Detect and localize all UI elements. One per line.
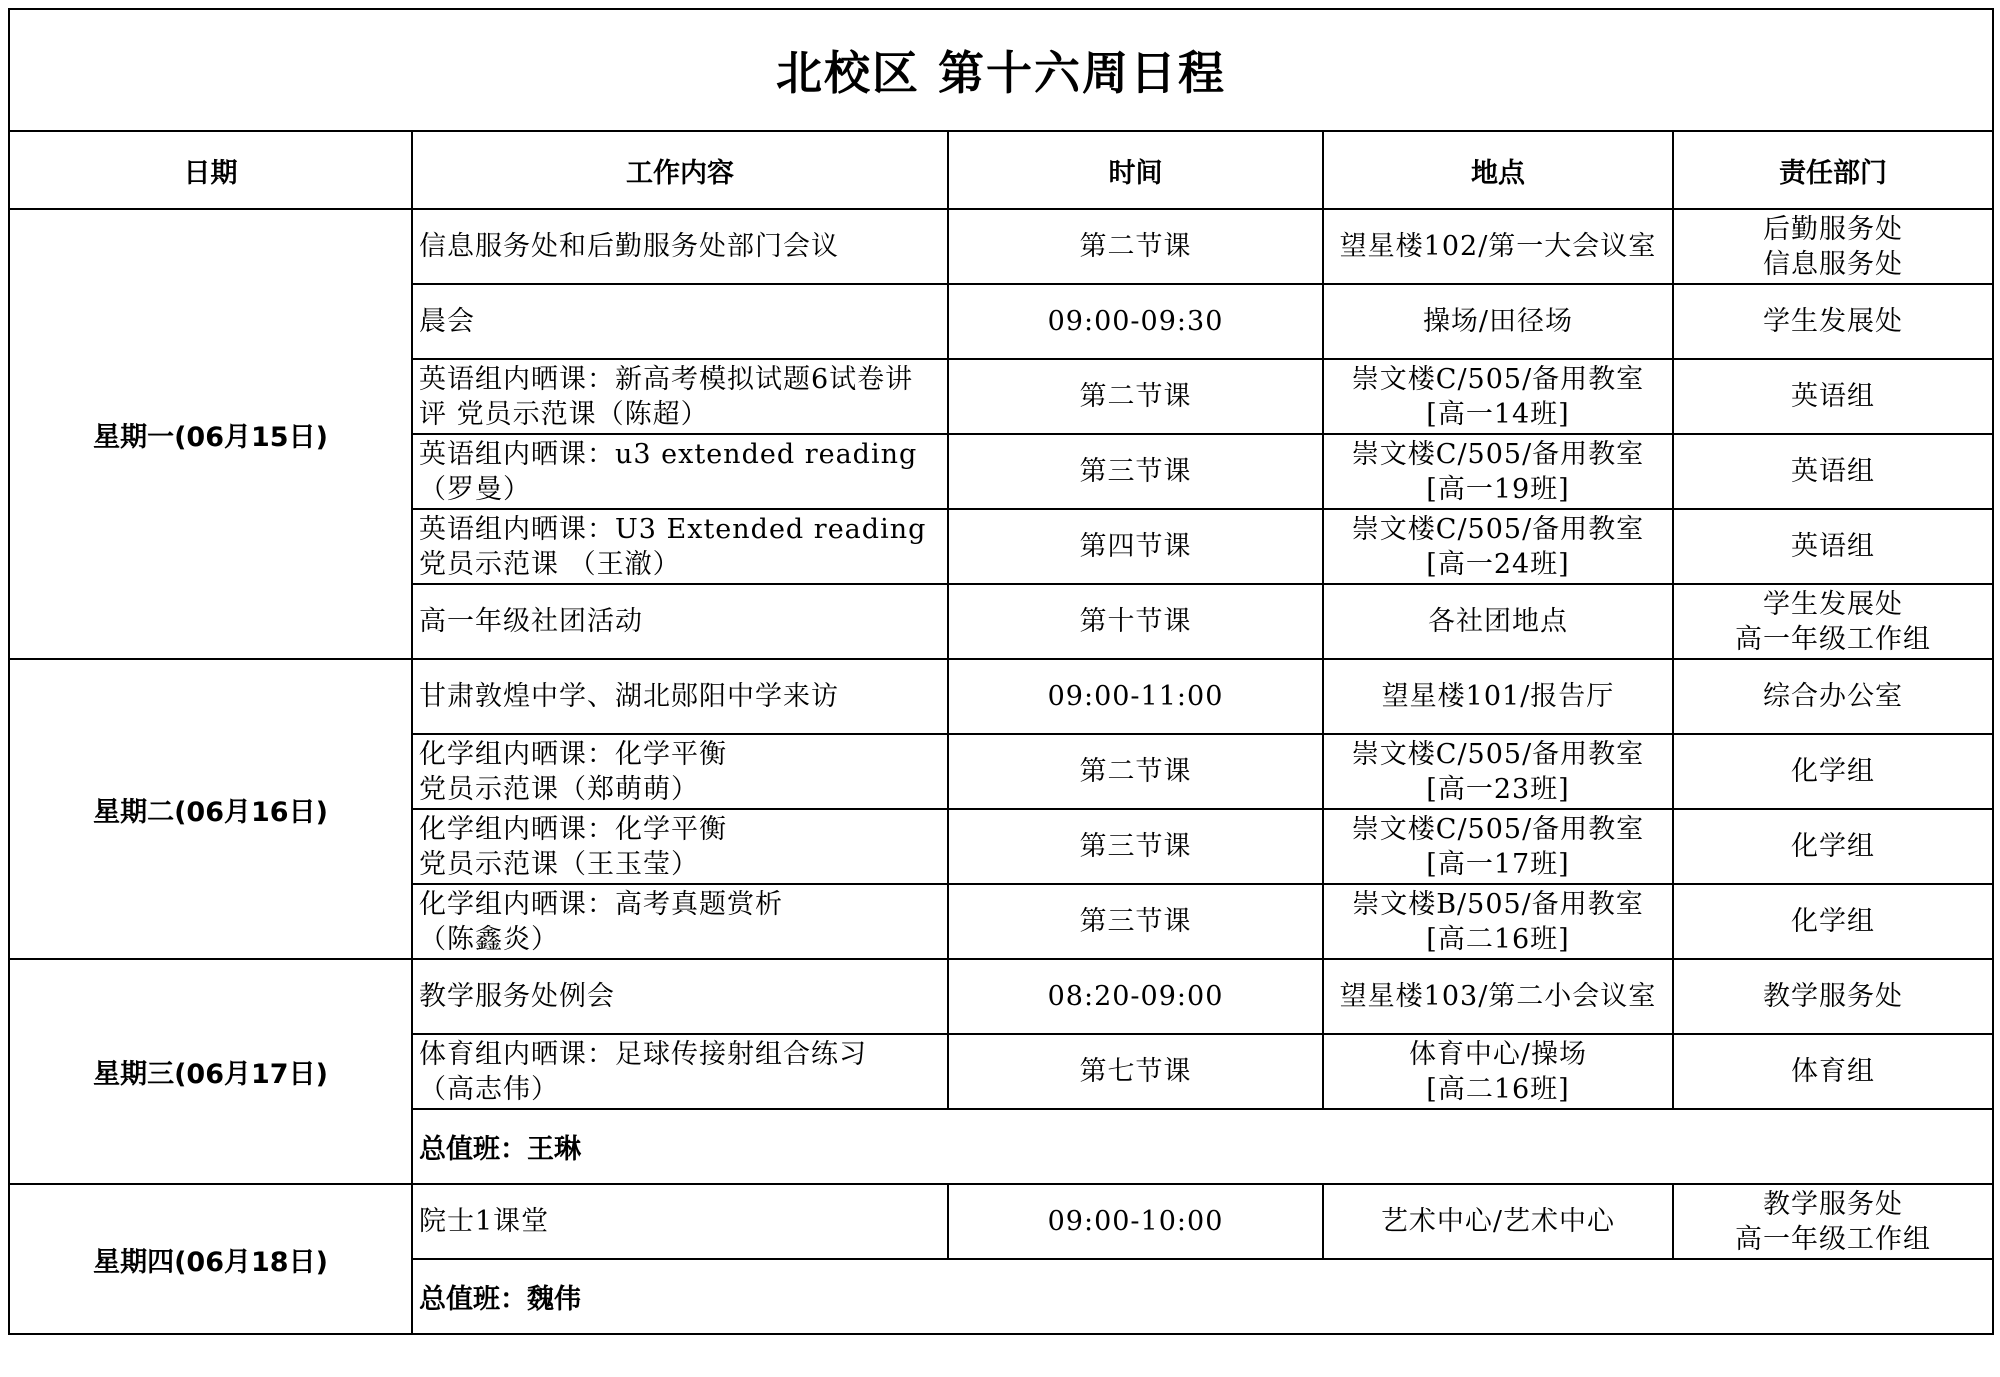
event-department: 后勤服务处 信息服务处: [1673, 209, 1993, 284]
event-location: 崇文楼C/505/备用教室 [高一19班]: [1323, 434, 1673, 509]
event-content: 英语组内晒课：u3 extended reading （罗曼）: [412, 434, 948, 509]
event-location: 望星楼103/第二小会议室: [1323, 959, 1673, 1034]
event-time: 第三节课: [948, 434, 1323, 509]
duty-officer: 总值班：魏伟: [412, 1259, 1993, 1334]
header-content: 工作内容: [412, 131, 948, 209]
event-department: 学生发展处 高一年级工作组: [1673, 584, 1993, 659]
event-location: 操场/田径场: [1323, 284, 1673, 359]
event-department: 英语组: [1673, 434, 1993, 509]
event-location: 崇文楼C/505/备用教室 [高一23班]: [1323, 734, 1673, 809]
event-content: 化学组内晒课：化学平衡 党员示范课（王玉莹）: [412, 809, 948, 884]
event-time: 08:20-09:00: [948, 959, 1323, 1034]
event-department: 英语组: [1673, 509, 1993, 584]
event-time: 第七节课: [948, 1034, 1323, 1109]
event-content: 英语组内晒课：新高考模拟试题6试卷讲 评 党员示范课（陈超）: [412, 359, 948, 434]
event-location: 望星楼101/报告厅: [1323, 659, 1673, 734]
header-date: 日期: [9, 131, 412, 209]
event-content: 甘肃敦煌中学、湖北郧阳中学来访: [412, 659, 948, 734]
day-label-wednesday: 星期三(06月17日): [9, 959, 412, 1184]
event-content: 高一年级社团活动: [412, 584, 948, 659]
event-content: 英语组内晒课：U3 Extended reading 党员示范课 （王澈）: [412, 509, 948, 584]
title-row: [9, 9, 1993, 131]
event-location: 望星楼102/第一大会议室: [1323, 209, 1673, 284]
event-time: 09:00-09:30: [948, 284, 1323, 359]
event-location: 崇文楼B/505/备用教室 [高二16班]: [1323, 884, 1673, 959]
table-row: [9, 209, 1993, 284]
event-department: 体育组: [1673, 1034, 1993, 1109]
event-content: 化学组内晒课：化学平衡 党员示范课（郑萌萌）: [412, 734, 948, 809]
event-content: 教学服务处例会: [412, 959, 948, 1034]
event-time: 第二节课: [948, 209, 1323, 284]
event-time: 第十节课: [948, 584, 1323, 659]
table-row: [9, 959, 1993, 1034]
event-department: 化学组: [1673, 809, 1993, 884]
event-content: 晨会: [412, 284, 948, 359]
page-title: 北校区 第十六周日程: [9, 9, 1993, 131]
event-time: 09:00-10:00: [948, 1184, 1323, 1259]
table-row: [9, 659, 1993, 734]
event-department: 教学服务处: [1673, 959, 1993, 1034]
event-location: 崇文楼C/505/备用教室 [高一24班]: [1323, 509, 1673, 584]
event-time: 第三节课: [948, 809, 1323, 884]
event-time: 09:00-11:00: [948, 659, 1323, 734]
event-location: 艺术中心/艺术中心: [1323, 1184, 1673, 1259]
schedule-table: [8, 8, 1994, 1335]
event-department: 学生发展处: [1673, 284, 1993, 359]
event-content: 信息服务处和后勤服务处部门会议: [412, 209, 948, 284]
duty-officer: 总值班：王琳: [412, 1109, 1993, 1184]
event-location: 崇文楼C/505/备用教室 [高一14班]: [1323, 359, 1673, 434]
event-content: 化学组内晒课：高考真题赏析 （陈鑫炎）: [412, 884, 948, 959]
event-department: 化学组: [1673, 734, 1993, 809]
event-time: 第二节课: [948, 734, 1323, 809]
event-content: 院士1课堂: [412, 1184, 948, 1259]
event-department: 化学组: [1673, 884, 1993, 959]
header-time: 时间: [948, 131, 1323, 209]
event-time: 第四节课: [948, 509, 1323, 584]
header-location: 地点: [1323, 131, 1673, 209]
schedule-sheet: [8, 8, 1992, 1369]
event-department: 综合办公室: [1673, 659, 1993, 734]
event-content: 体育组内晒课：足球传接射组合练习 （高志伟）: [412, 1034, 948, 1109]
header-department: 责任部门: [1673, 131, 1993, 209]
table-row: [9, 1184, 1993, 1259]
day-label-thursday: 星期四(06月18日): [9, 1184, 412, 1334]
header-row: [9, 131, 1993, 209]
day-label-tuesday: 星期二(06月16日): [9, 659, 412, 959]
event-department: 教学服务处 高一年级工作组: [1673, 1184, 1993, 1259]
event-location: 体育中心/操场 [高二16班]: [1323, 1034, 1673, 1109]
day-label-monday: 星期一(06月15日): [9, 209, 412, 659]
event-location: 崇文楼C/505/备用教室 [高一17班]: [1323, 809, 1673, 884]
event-time: 第二节课: [948, 359, 1323, 434]
event-department: 英语组: [1673, 359, 1993, 434]
event-time: 第三节课: [948, 884, 1323, 959]
event-location: 各社团地点: [1323, 584, 1673, 659]
